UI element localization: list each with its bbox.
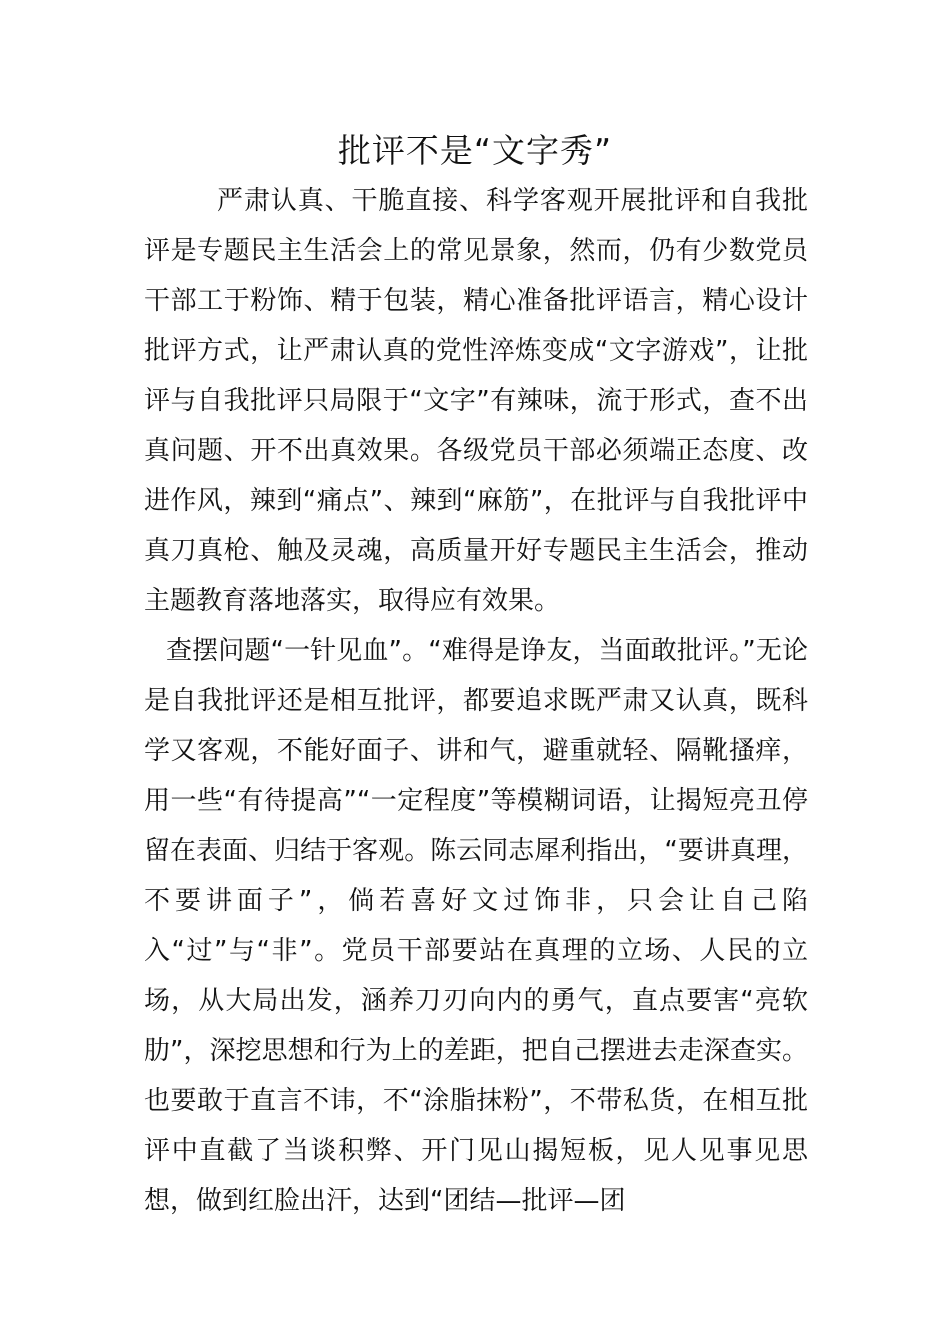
paragraph-section-one: 查摆问题“一针见血”。“难得是诤友，当面敢批评。”无论是自我批评还是相互批评，都要追求既严肃又认真，既科学又客观，不能好面子、讲和气，避重就轻、隔靴搔痒，用一些“有待提高”“一定程度”等模糊词语，让揭短亮丑停留在表面、归结于客观。陈云同志犀利指出，“要讲真理，不要讲面子”，倘若喜好文过饰非，只会让自己陷入“过”与“非”。党员干部要站在真理的立场、人民的立场，从大局出发，涵养刀刃向内的勇气，直点要害“亮软肋”，深挖思想和行为上的差距，把自己摆进去走深查实。也要敢于直言不讳，不“涂脂抹粉”，不带私货，在相互批评中直截了当谈积弊、开门见山揭短板，见人见事见思想，做到红脸出汗，达到“团结—批评—团 <box>144 636 808 1216</box>
paragraph-intro: 严肃认真、干脆直接、科学客观开展批评和自我批评是专题民主生活会上的常见景象，然而，仍有少数党员干部工于粉饰、精于包装，精心准备批评语言，精心设计批评方式，让严肃认真的党性淬炼变成“文字游戏”，让批评与自我批评只局限于“文字”有辣味，流于形式，查不出真问题、开不出真效果。各级党员干部必须端正态度、改进作风，辣到“痛点”、辣到“麻筋”，在批评与自我批评中真刀真枪、触及灵魂，高质量开好专题民主生活会，推动主题教育落地落实，取得应有效果。 <box>144 186 808 616</box>
article-body <box>144 176 808 1226</box>
article-title: 批评不是“文字秀” <box>337 131 613 170</box>
